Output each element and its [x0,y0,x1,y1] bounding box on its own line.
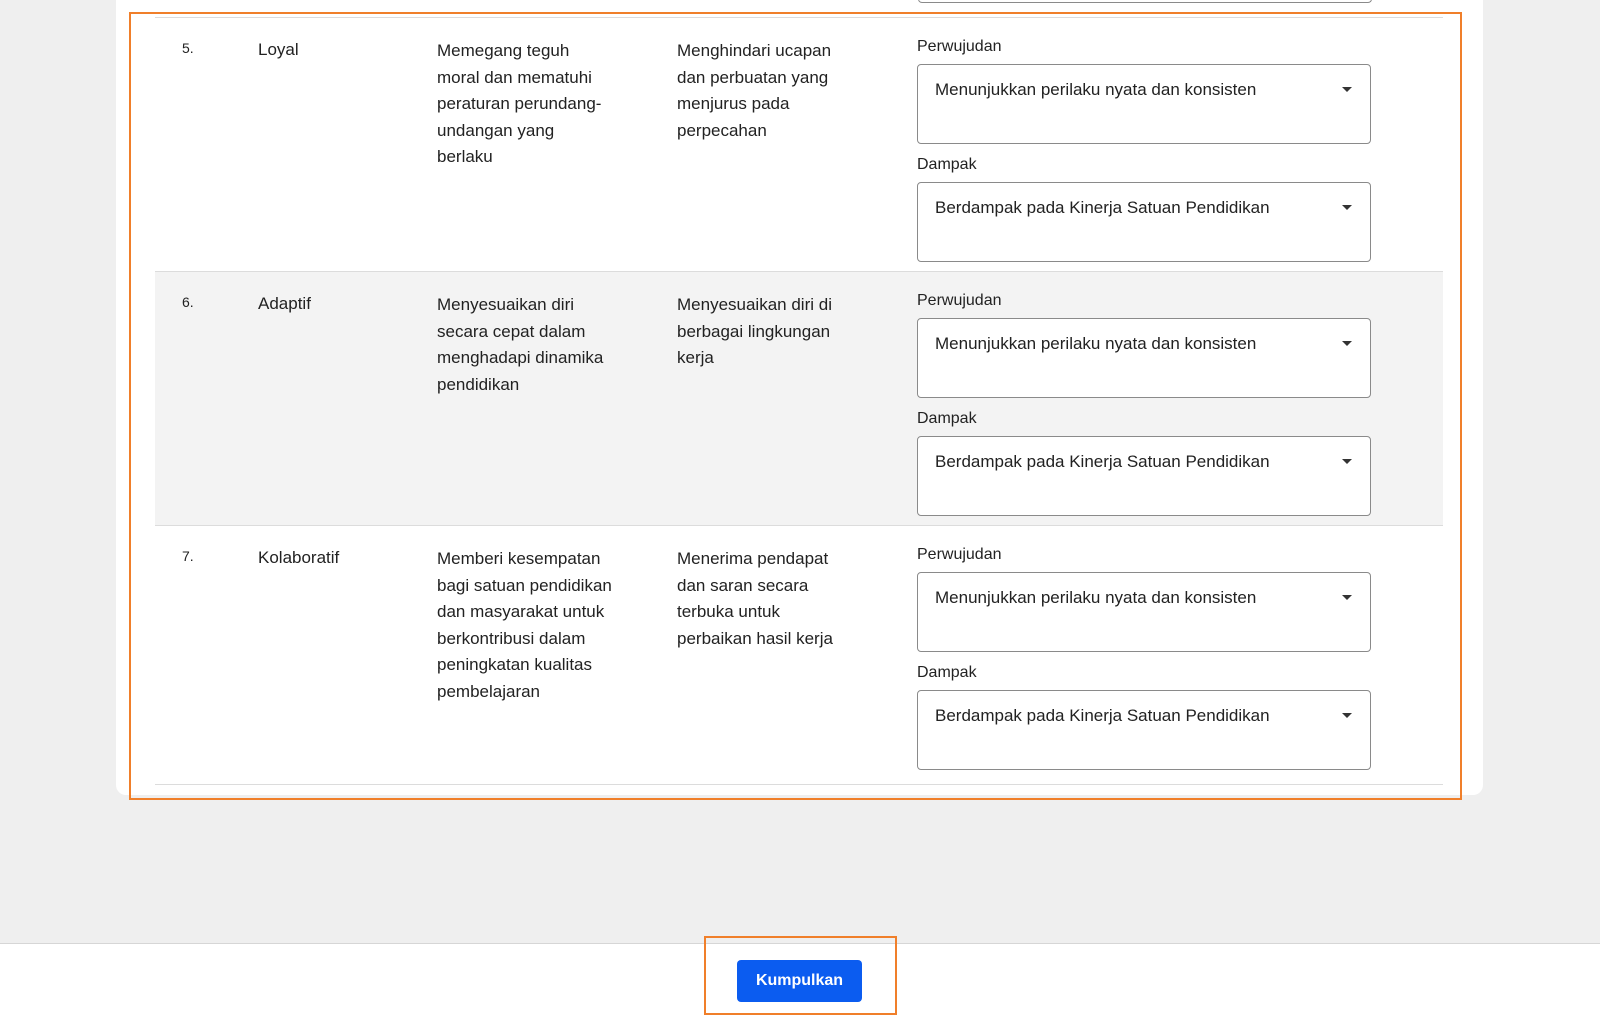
dampak-select[interactable] [917,182,1371,262]
perwujudan-selected-value: Menunjukkan perilaku nyata dan konsisten [935,80,1257,99]
caret-down-icon [1342,459,1352,464]
value-indicator: Menerima pendapat dan saran secara terbuka untuk perbaikan hasil kerja [677,549,833,648]
dampak-select[interactable] [917,690,1371,770]
perwujudan-label: Perwujudan [917,38,1002,55]
row-number: 7. [182,548,194,564]
dampak-selected-value: Berdampak pada Kinerja Satuan Pendidikan [935,452,1270,471]
value-indicator: Menyesuaikan diri di berbagai lingkungan kerja [677,295,832,367]
perwujudan-select[interactable] [917,64,1371,144]
perwujudan-label: Perwujudan [917,546,1002,563]
caret-down-icon [1342,595,1352,600]
perwujudan-label: Perwujudan [917,292,1002,309]
assessment-form [917,292,1371,536]
submit-button[interactable]: Kumpulkan [737,960,862,1002]
value-description: Memberi kesempatan bagi satuan pendidikan dan masyarakat untuk berkontribusi dalam peningkatan kualitas pembelajaran [437,549,612,701]
perwujudan-selected-value: Menunjukkan perilaku nyata dan konsisten [935,588,1257,607]
dampak-selected-value: Berdampak pada Kinerja Satuan Pendidikan [935,706,1270,725]
table-row [155,525,1443,785]
caret-down-icon [1342,205,1352,210]
row-number: 5. [182,40,194,56]
previous-select-stub[interactable] [918,0,1372,3]
value-name: Loyal [258,40,299,59]
assessment-form [917,38,1371,282]
value-description: Menyesuaikan diri secara cepat dalam menghadapi dinamika pendidikan [437,295,604,394]
value-name: Kolaboratif [258,548,340,567]
value-description: Memegang teguh moral dan mematuhi peraturan perundang-undangan yang berlaku [437,41,602,166]
caret-down-icon [1342,87,1352,92]
dampak-label: Dampak [917,664,977,681]
row-number: 6. [182,294,194,310]
table-row [155,17,1443,271]
caret-down-icon [1342,713,1352,718]
perwujudan-select[interactable] [917,318,1371,398]
values-table [155,17,1443,785]
perwujudan-select[interactable] [917,572,1371,652]
perwujudan-selected-value: Menunjukkan perilaku nyata dan konsisten [935,334,1257,353]
table-row [155,271,1443,525]
dampak-selected-value: Berdampak pada Kinerja Satuan Pendidikan [935,198,1270,217]
dampak-select[interactable] [917,436,1371,516]
caret-down-icon [1342,341,1352,346]
dampak-label: Dampak [917,156,977,173]
dampak-label: Dampak [917,410,977,427]
value-indicator: Menghindari ucapan dan perbuatan yang menjurus pada perpecahan [677,41,832,140]
assessment-form [917,546,1371,790]
value-name: Adaptif [258,294,311,313]
